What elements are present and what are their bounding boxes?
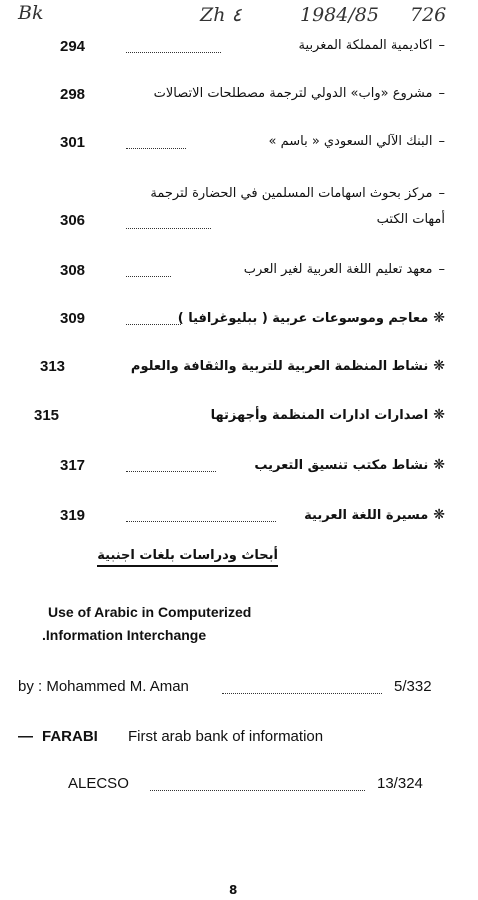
- asterisk-icon: ❋: [433, 407, 445, 423]
- toc-entry-multiline: [40, 186, 445, 236]
- leader-dots: [150, 790, 365, 791]
- farabi-text: First arab bank of information: [128, 728, 324, 745]
- entry-text: [304, 507, 445, 523]
- page-ref: 315: [34, 407, 60, 424]
- entry-label: معاجم وموسوعات عربية ( ببليوغرافيا ): [177, 311, 429, 326]
- toc-entry: [40, 308, 445, 332]
- author-line: by : Mohammed M. Aman: [18, 678, 189, 695]
- entry-text: [131, 358, 445, 374]
- entry-label: اصدارات ادارات المنظمة وأجهزتها: [210, 408, 429, 423]
- page-ref: 298: [60, 86, 86, 103]
- asterisk-icon: ❋: [433, 358, 445, 374]
- leader-dots: [126, 521, 276, 522]
- toc-entry: [34, 405, 445, 429]
- leader-dots: [126, 324, 181, 325]
- entry-text: [244, 262, 445, 277]
- leader-dots: [126, 52, 221, 53]
- entry-dash: –: [438, 262, 445, 277]
- entry-label: اكاديمية المملكة المغربية: [298, 38, 433, 53]
- asterisk-icon: ❋: [433, 310, 445, 326]
- toc-entry: [40, 260, 445, 284]
- page-ref: 308: [60, 262, 86, 279]
- entry-text: [154, 86, 445, 101]
- entry-dash: –: [438, 186, 445, 201]
- entry-text-line1: [150, 186, 445, 201]
- entry-text: [254, 457, 445, 473]
- alecso-page-ref: 13/324: [377, 775, 423, 792]
- toc-entry: [40, 132, 445, 156]
- farabi-dash: —: [18, 728, 33, 745]
- entry-text: [211, 407, 445, 423]
- leader-dots: [222, 693, 382, 694]
- alecso-label: ALECSO: [68, 775, 129, 792]
- author-page-ref: 5/332: [394, 678, 432, 695]
- entry-label: مركز بحوث اسهامات المسلمين في الحضارة لترجمة: [150, 186, 433, 201]
- entry-label: نشاط مكتب تنسيق التعريب: [254, 458, 429, 473]
- toc-entry: [40, 36, 445, 60]
- entry-label: مشروع «واب» الدولي لترجمة مصطلحات الاتصالات: [153, 86, 433, 101]
- entry-dash: –: [438, 134, 445, 149]
- page-ref: 301: [60, 134, 86, 151]
- handwritten-note-middle: Zh ٤: [200, 4, 242, 26]
- entry-label: البنك الآلي السعودي « باسم »: [268, 134, 433, 149]
- leader-dots: [126, 276, 171, 277]
- page-ref: 317: [60, 457, 86, 474]
- page-ref: 313: [40, 358, 66, 375]
- toc-entry: [40, 455, 445, 479]
- page-ref: 306: [60, 212, 86, 229]
- entry-text: [299, 38, 445, 53]
- entry-label: معهد تعليم اللغة العربية لغير العرب: [243, 262, 433, 277]
- leader-dots: [126, 471, 216, 472]
- entry-dash: –: [438, 86, 445, 101]
- english-title-line1: Use of Arabic in Computerized: [48, 604, 252, 620]
- entry-text: [268, 134, 445, 149]
- handwritten-year: 1984/85: [300, 4, 379, 26]
- entry-label: مسيرة اللغة العربية: [304, 508, 429, 523]
- farabi-label: FARABI: [42, 728, 98, 745]
- toc-entry: [40, 356, 445, 380]
- entry-text-line2: أمهات الكتب: [376, 212, 445, 227]
- toc-entry: [40, 505, 445, 529]
- english-title-line2: .Information Interchange: [42, 627, 207, 643]
- page-ref: 294: [60, 38, 86, 55]
- section-heading: أبحاث ودراسات بلغات اجنبية: [97, 548, 278, 567]
- entry-text: [178, 310, 445, 326]
- page-ref: 309: [60, 310, 86, 327]
- leader-dots: [126, 228, 211, 229]
- page-number: 8: [229, 883, 238, 897]
- entry-dash: –: [438, 38, 445, 53]
- page-ref: 319: [60, 507, 86, 524]
- handwritten-note-left: Bk: [18, 2, 44, 24]
- handwritten-ref: 726: [410, 4, 447, 26]
- asterisk-icon: ❋: [433, 507, 445, 523]
- entry-label: نشاط المنظمة العربية للتربية والثقافة والعلوم: [130, 359, 429, 374]
- asterisk-icon: ❋: [433, 457, 445, 473]
- toc-entry: [40, 84, 445, 108]
- leader-dots: [126, 148, 186, 149]
